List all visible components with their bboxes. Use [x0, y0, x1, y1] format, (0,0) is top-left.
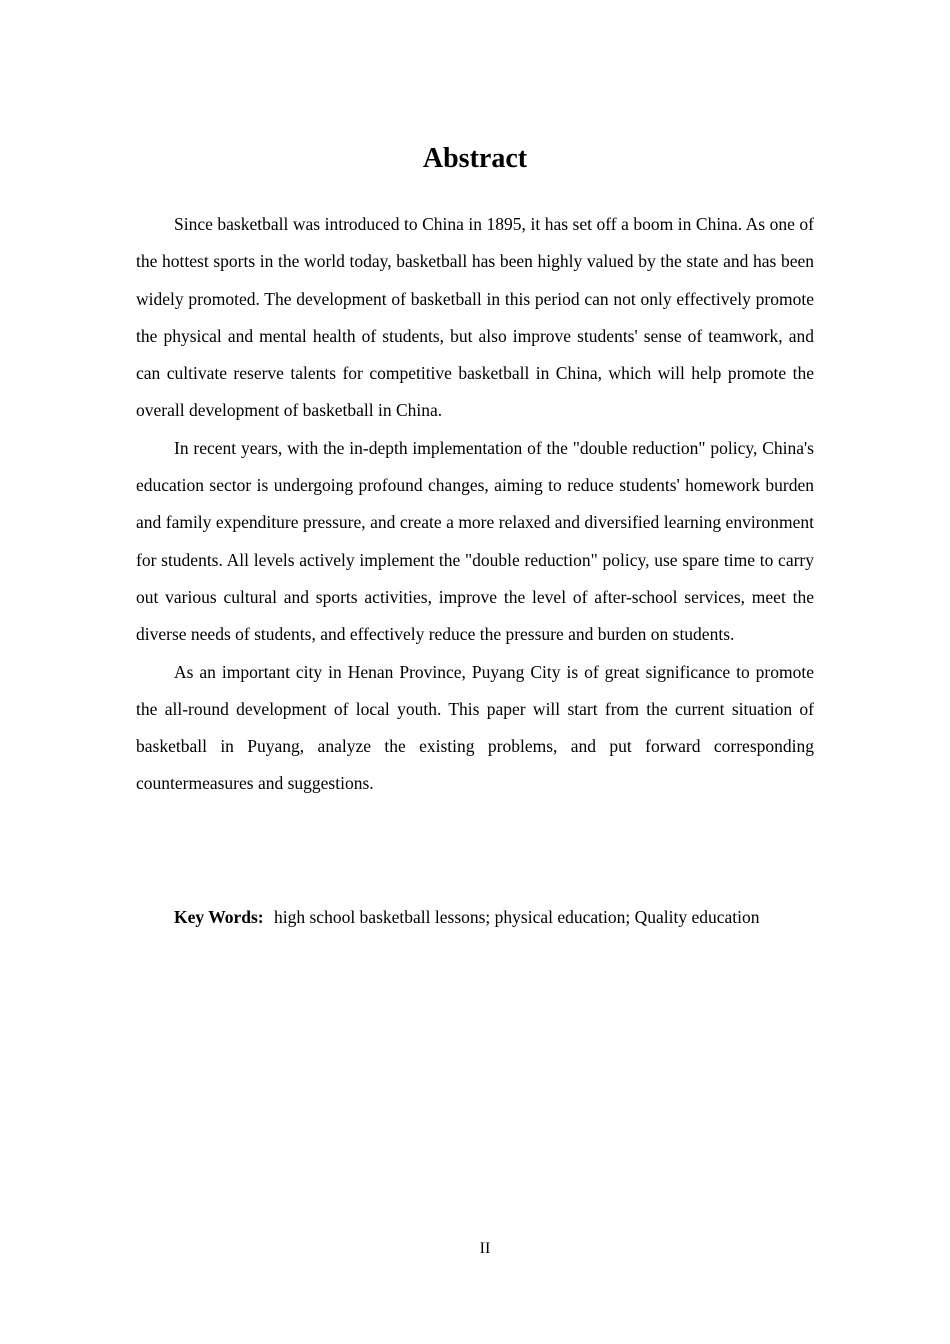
- keywords-label: Key Words:: [174, 907, 264, 927]
- abstract-body: [136, 206, 814, 803]
- abstract-paragraph-1: Since basketball was introduced to China in 1895, it has set off a boom in China. As one of the hottest sports in the world today, basketball has been highly valued by the state and has been widely promoted. The development of basketball in this period can not only effectively promote the physical and mental health of students, but also improve students' sense of teamwork, and can cultivate reserve talents for competitive basketball in China, which will help promote the overall development of basketball in China.: [136, 214, 814, 421]
- page-number: II: [479, 1240, 491, 1257]
- keywords-line: [136, 902, 814, 932]
- abstract-paragraph-2: In recent years, with the in-depth implementation of the "double reduction" policy, China's education sector is undergoing profound changes, aiming to reduce students' homework burden and family expenditure pressure, and create a more relaxed and diversified learning environment for students. All levels actively implement the "double reduction" policy, use spare time to carry out various cultural and sports activities, improve the level of after-school services, meet the diverse needs of students, and effectively reduce the pressure and burden on students.: [136, 437, 814, 645]
- abstract-title: Abstract: [422, 143, 528, 174]
- abstract-paragraph-3: As an important city in Henan Province, Puyang City is of great significance to promote the all-round development of local youth. This paper will start from the current situation of basketball in Puyang, analyze the existing problems, and put forward corresponding countermeasures and suggestions.: [136, 661, 814, 794]
- keywords-text: high school basketball lessons; physical education; Quality education: [274, 907, 760, 927]
